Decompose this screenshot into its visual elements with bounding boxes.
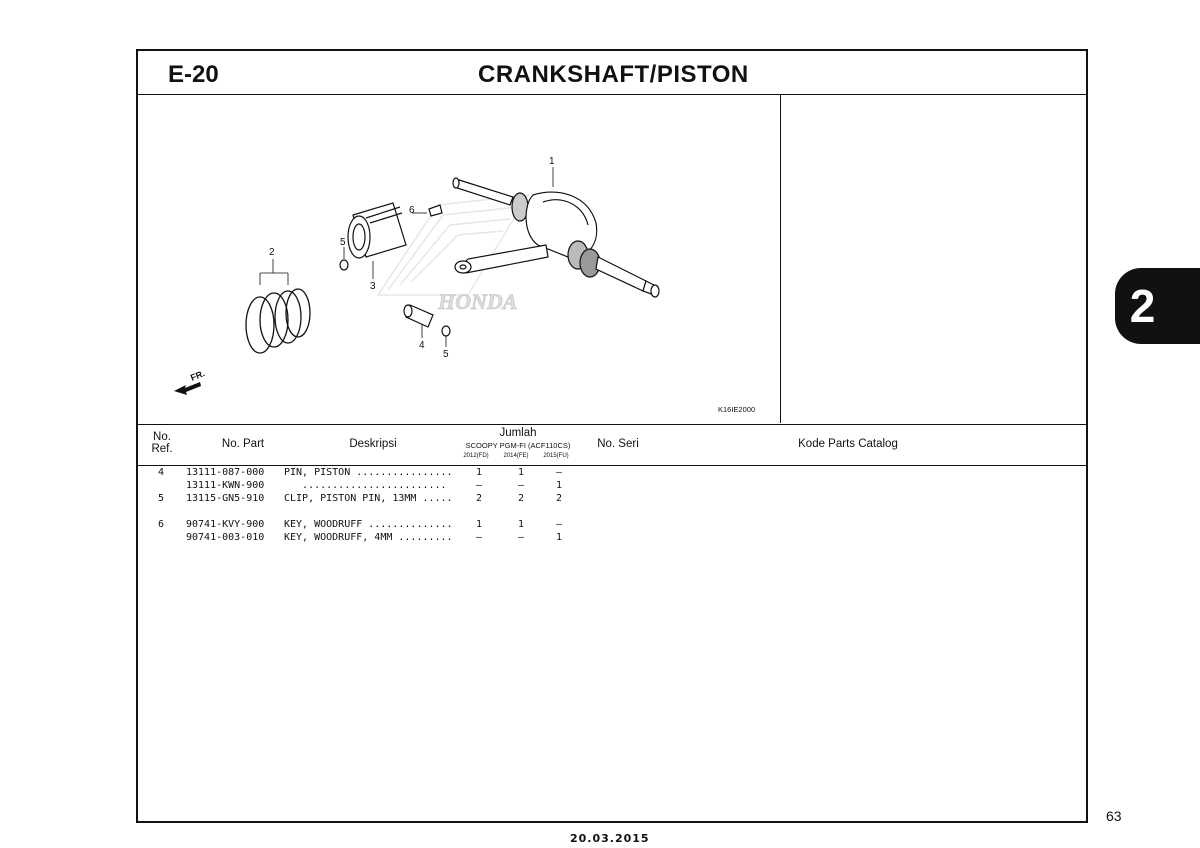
row-part: 13111-087-000 <box>186 467 265 478</box>
header-ref: No. Ref. <box>151 431 173 455</box>
row-qty-3: – <box>556 467 563 478</box>
header-year-1: 2012(FD) <box>463 453 489 459</box>
clip-drawings <box>340 260 450 336</box>
page-title: CRANKSHAFT/PISTON <box>478 61 749 88</box>
row-ref: 6 <box>158 519 165 530</box>
row-qty-2: 1 <box>518 519 525 530</box>
header-year-2: 2014(FE) <box>503 453 529 459</box>
header-model: SCOOPY PGM-FI (ACF110CS) <box>465 441 571 450</box>
row-part: 90741-003-010 <box>186 532 265 543</box>
row-qty-2: 2 <box>518 493 525 504</box>
header-catalog: Kode Parts Catalog <box>798 438 898 450</box>
watermark-text: HONDA <box>438 289 518 314</box>
page-number: 63 <box>1106 808 1122 824</box>
row-qty-2: – <box>518 480 525 491</box>
row-desc: CLIP, PISTON PIN, 13MM ..... <box>284 493 453 504</box>
row-qty-3: 2 <box>556 493 563 504</box>
header-serial: No. Seri <box>597 438 639 450</box>
diagram-code: K16IE2000 <box>718 405 756 414</box>
row-qty-2: 1 <box>518 467 525 478</box>
page-header <box>138 51 1086 95</box>
fr-label: FR. <box>189 368 207 383</box>
callout-4: 4 <box>419 340 425 351</box>
row-desc: KEY, WOODRUFF .............. <box>284 519 453 530</box>
callout-5b: 5 <box>443 349 449 360</box>
row-qty-1: 2 <box>476 493 483 504</box>
row-desc: KEY, WOODRUFF, 4MM ......... <box>284 532 453 543</box>
row-qty-3: 1 <box>556 480 563 491</box>
header-desc: Deskripsi <box>349 438 397 450</box>
header-year-3: 2015(FU) <box>543 453 569 459</box>
row-desc: ........................ <box>284 480 447 491</box>
row-qty-1: – <box>476 532 483 543</box>
row-qty-2: – <box>518 532 525 543</box>
callout-5a: 5 <box>340 237 346 248</box>
row-qty-3: – <box>556 519 563 530</box>
notes-panel <box>781 95 1086 423</box>
piston-pin-drawing <box>404 305 433 327</box>
piston-rings-drawing <box>246 289 310 353</box>
row-qty-1: 1 <box>476 467 483 478</box>
section-tab: 2 <box>1115 268 1200 344</box>
callout-2: 2 <box>269 247 275 258</box>
callout-6: 6 <box>409 205 415 216</box>
row-qty-3: 1 <box>556 532 563 543</box>
header-jumlah: Jumlah <box>499 427 537 439</box>
row-part: 13115-GN5-910 <box>186 493 265 504</box>
callout-1: 1 <box>549 156 555 167</box>
row-qty-1: – <box>476 480 483 491</box>
header-part: No. Part <box>221 438 265 450</box>
row-ref: 5 <box>158 493 165 504</box>
row-qty-1: 1 <box>476 519 483 530</box>
piston-drawing <box>348 203 406 258</box>
crankshaft-drawing <box>453 178 659 297</box>
page-frame <box>136 49 1088 823</box>
row-part: 90741-KVY-900 <box>186 519 265 530</box>
row-desc: PIN, PISTON ................ <box>284 467 453 478</box>
row-ref: 4 <box>158 467 165 478</box>
parts-diagram <box>138 95 781 423</box>
footer-date: 20.03.2015 <box>570 832 650 845</box>
woodruff-key-drawing <box>429 205 442 216</box>
row-part: 13111-KWN-900 <box>186 480 265 491</box>
table-header <box>138 424 1086 466</box>
front-arrow-icon <box>174 382 201 395</box>
callout-3: 3 <box>370 281 376 292</box>
page-code: E-20 <box>168 61 219 88</box>
